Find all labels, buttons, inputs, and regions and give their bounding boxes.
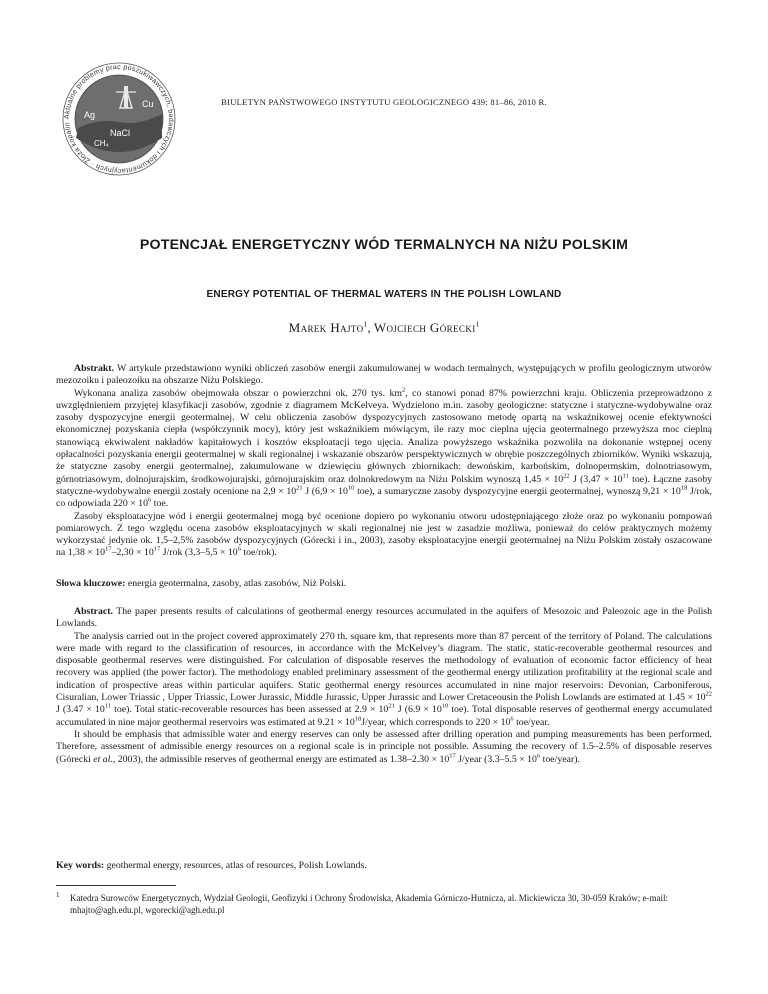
keywords-text: geothermal energy, resources, atlas of resources, Polish Lowlands. bbox=[104, 860, 367, 871]
abstract-text: The paper presents results of calculations of geothermal energy resources accumulated in the aquifers of Mesozoic and Paleozoic age in the Polish Lowlands. bbox=[56, 606, 712, 630]
keywords-text: energia geotermalna, zasoby, atlas zasobów, Niż Polski. bbox=[125, 578, 347, 589]
abstract-text: W artykule przedstawiono wyniki obliczeń zasobów energii zakumulowanej w wodach termalnych, występujących w profilu geologicznym utworów mezozoiku i paleozoiku na obszarze Niżu Polskiego. bbox=[56, 363, 712, 387]
journal-logo bbox=[58, 58, 180, 180]
running-head: BIULETYN PAŃSTWOWEGO INSTYTUTU GEOLOGICZNEGO 439: 81–86, 2010 R. bbox=[221, 97, 547, 107]
abstract-polish bbox=[56, 363, 712, 560]
abstract-label: Abstrakt. bbox=[74, 363, 115, 374]
abstract-label: Abstract. bbox=[74, 606, 113, 617]
abstract-paragraph: The analysis carried out in the project covered approximately 270 th. square km, that represents more than 87 percent of the territory of Poland. The calculations were made with regard to the classification of resources, in accordance with the McKelvey’s diagram. The static, static-recoverable geothermal resources and disposable geothermal reserves were distinguished. For calculation of disposable reserves the methodology of evaluation of economic factor efficiency of heat recovery was applied (the power factor). The methodology enabled preliminary assessment of the geothermal energy utilization profitability at the regional scale and indication of prospective areas within particular aquifers. Static geothermal energy resources accumulated in nine major reservoirs: Devonian, Carboniferous, Cisuralian, Lower Triassic , Upper Triassic, Lower Jurassic, Middle Jurassic, Upper Jurassic and Lower Cretaceousin the Polish Lowlands are estimated at $1.45 \times 10^{22}$ J ($3.47 \times 10^{11}$ toe). Total static-recoverable resources has been assessed at $2.9 \times 10^{21}$ J ($6.9 \times 10^{10}$ toe). Total disposable reserves of geothermal energy accumulated accumulated in nine major geothermal reservoirs was estimated at $9.21 \times 10^{18}J$/year, which corresponds to $220 \times 10^6$ toe/year. bbox=[56, 630, 712, 728]
footnote bbox=[56, 893, 712, 916]
title-english: ENERGY POTENTIAL OF THERMAL WATERS IN THE POLISH LOWLAND bbox=[206, 289, 562, 300]
logo-symbol-nacl: NaCl bbox=[110, 128, 131, 138]
abstract-english bbox=[56, 606, 712, 766]
logo-symbol-cu: Cu bbox=[142, 99, 154, 109]
title-polish: POTENCJAŁ ENERGETYCZNY WÓD TERMALNYCH NA NIŻU POLSKIM bbox=[139, 237, 629, 253]
keywords-label: Słowa kluczowe: bbox=[56, 578, 126, 589]
author-affiliation-mark: 1 bbox=[363, 319, 368, 329]
author-name: Wojciech Górecki bbox=[373, 320, 476, 335]
author-name: Marek Hajto bbox=[288, 320, 364, 335]
footnote-text: Katedra Surowców Energetycznych, Wydział Geologii, Geofizyki i Ochrony Środowiska, Akademia Górniczo-Hutnicza, al. Mickiewicza 30, 30-059 Kraków; e-mail: mhajto@agh.edu.pl, wgorecki@agh.edu.pl bbox=[70, 893, 668, 915]
abstract-paragraph bbox=[56, 363, 712, 388]
author-affiliation-mark: 1 bbox=[475, 319, 480, 329]
keywords-label: Key words: bbox=[56, 860, 105, 871]
footnote-mark: 1 bbox=[56, 891, 60, 899]
logo-ring-text: Aktualne problemy prac poszukiwawczych, badawczych i dokumentacyjnych · Złoża kopalin bbox=[63, 63, 175, 175]
logo-symbol-ag: Ag bbox=[84, 110, 96, 120]
abstract-paragraph bbox=[56, 606, 712, 631]
footnote-rule bbox=[56, 885, 176, 886]
abstract-paragraph: Wykonana analiza zasobów obejmowała obszar o powierzchni ok. 270 tys. $km^2$, co stanowi ponad 87% powierzchni kraju. Obliczenia przeprowadzono z uwzględnieniem przyjętej klasyfikacji zasobów, zgodnie z diagramem McKelveya. Wydzielono m.in. zasoby geologiczne: statyczne i statyczne-wydobywalne oraz zasoby dyspozycyjne energii geotermalnej. W celu obliczenia zasobów dyspozycyjnych zastosowano metodę opartą na wskaźnikowej ocenie efektywności ekonomicznej pozyskania ciepła (współczynnik mocy), który jest wskaźnikiem mówiącym, ile razy moc cieplna ujęcia geotermalnego przewyższa moc cieplną stanowiącą ekwiwalent nakładów kapitałowych i kosztów eksploatacji tego ujęcia. Analiza powyższego wskaźnika pozwoliła na dokonanie wstępnej oceny opłacalności pozyskania energii geotermalnej w skali regionalnej i wskazanie obszarów perspektywicznych w obrębie poszczególnych zbiorników. Wyniki wskazują, że statyczne zasoby energii geotermalnej, zakumulowane w dziewięciu głównych zbiornikach: dewońskim, karbońskim, dolnopermskim, dolnotriasowym, górnotriasowym, dolnojurajskim, środkowojurajski, górnojurajskim oraz dolnokredowym na Niżu Polskim wynoszą $1,45 \times 10^{22}$ J ($3,47 \times 10^{11}$ toe). Łączne zasoby statyczne-wydobywalne energii zostały ocenione na $2,9 \times 10^{21}$ J ($6,9 \times 10^{10}$ toe), a sumaryczne zasoby dyspozycyjne energii geotermalnej, wynoszą $9,21 \times 10^{18}$ J/rok, co odpowiada $220 \times 10^6$ toe. bbox=[56, 386, 713, 510]
keywords-english bbox=[56, 860, 712, 872]
abstract-paragraph: Zasoby eksploatacyjne wód i energii geotermalnej mogą być ocenione dopiero po wykonaniu otworu udostępniającego złoże oraz po wykonaniu pompowań pomiarowych. Z tego względu ocena zasobów eksploatacyjnych w skali regionalnej nie jest w zasadzie możliwa, ponieważ do celów praktycznych możemy wykorzystać jedynie ok. 1,5–2,5% zasobów dyspozycyjnych (Górecki i in., 2003), zasoby eksploatacyjne energii geotermalnej na Niżu Polskim zostały oszacowane na $1,38 \times 10^{17}-2,30 \times 10^{17}$ J/rok ($3,3-5,5 \times 10^6$ toe/rok). bbox=[56, 510, 712, 559]
abstract-paragraph: It should be emphasis that admissible water and energy reserves can only be assessed after drilling operation and pumping measurements has been performed. Therefore, assessment of admissible energy resources on a regional scale is in principle not possible. Assuming the recovery of 1.5–2.5% of disposable reserves (Górecki et al., 2003), the admissible reserves of geothermal energy are estimated as $1.38-2.30 \times 10^{17}$ J/year ($3.3-5.5 \times 10^6$ toe/year). bbox=[56, 728, 712, 765]
authors: Marek Hajto$^1$, Wojciech Górecki$^1$ bbox=[288, 319, 480, 335]
keywords-polish bbox=[56, 578, 712, 590]
logo-symbol-ch4: CH₄ bbox=[94, 139, 109, 148]
